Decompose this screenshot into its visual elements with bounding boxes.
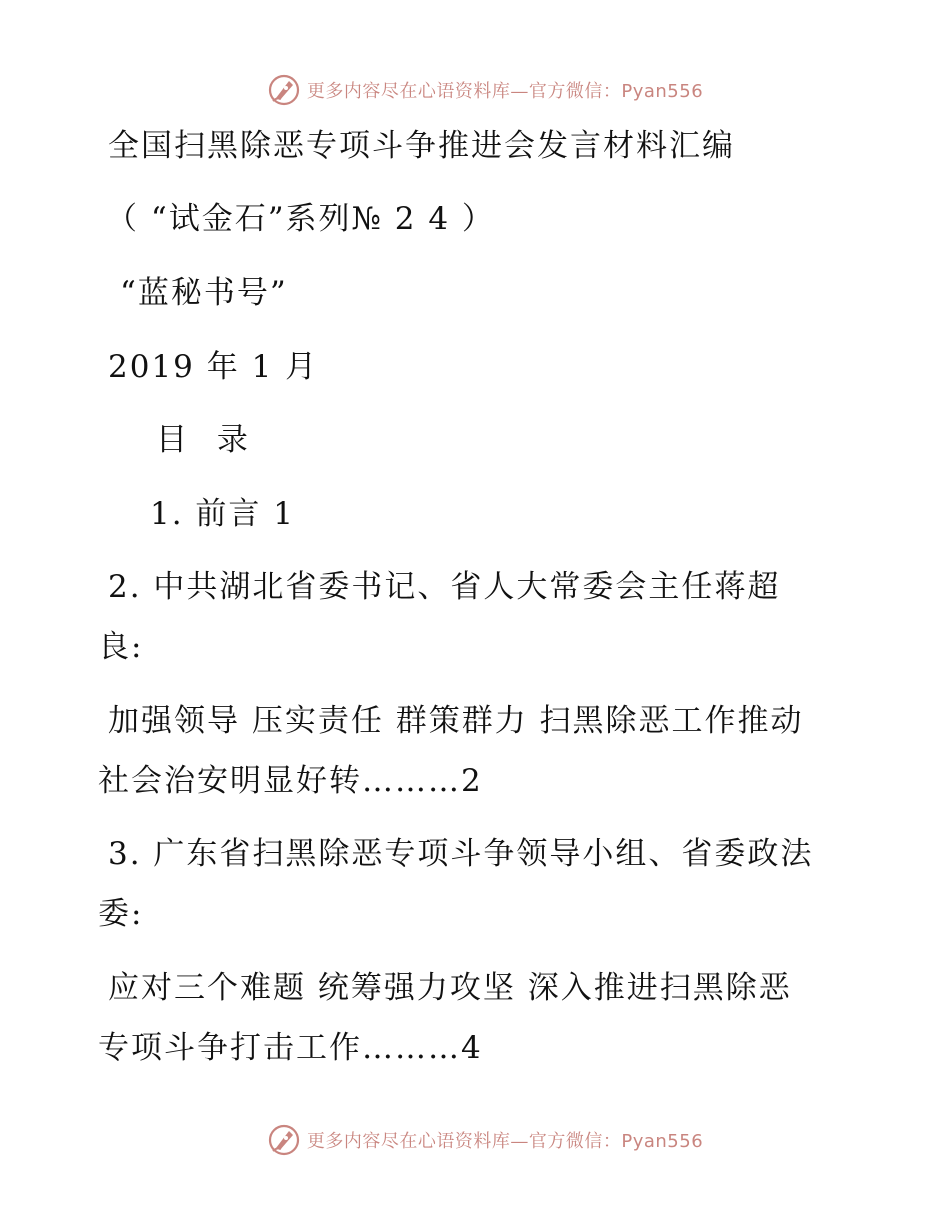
- pen-nib-logo-icon: [267, 1123, 301, 1157]
- document-date: 2019 年 1 月: [108, 349, 319, 385]
- publisher-label: “蓝秘书号”: [120, 275, 288, 311]
- toc-entry-4-line1: 3. 广东省扫黑除恶专项斗争领导小组、省委政法: [108, 836, 814, 872]
- watermark-text: 更多内容尽在心语资料库—官方微信：Pyan556: [306, 81, 704, 102]
- toc-entry-5-line2: 专项斗争打击工作………4: [98, 1030, 483, 1066]
- pen-nib-logo-icon: [267, 73, 301, 107]
- toc-entry-3-line1: 加强领导 压实责任 群策群力 扫黑除恶工作推动: [108, 703, 804, 739]
- watermark-header: [0, 70, 950, 110]
- watermark-footer: [0, 1120, 950, 1160]
- toc-entry-2-line2: 良:: [98, 629, 144, 665]
- toc-entry-1: 1. 前言 1: [150, 496, 296, 532]
- toc-heading: 目 录: [156, 422, 258, 458]
- toc-entry-3-line2: 社会治安明显好转………2: [98, 763, 483, 799]
- toc-entry-4-line2: 委:: [98, 896, 144, 932]
- toc-entry-5-line1: 应对三个难题 统筹强力攻坚 深入推进扫黑除恶: [108, 970, 792, 1006]
- toc-entry-2-line1: 2. 中共湖北省委书记、省人大常委会主任蒋超: [108, 569, 781, 605]
- watermark-text: 更多内容尽在心语资料库—官方微信：Pyan556: [306, 1131, 704, 1152]
- document-title: 全国扫黑除恶专项斗争推进会发言材料汇编: [108, 128, 735, 164]
- watermark-wechat-id: Pyan556: [621, 81, 704, 102]
- series-label: （ “试金石”系列№ 2 4 ）: [106, 201, 495, 237]
- watermark-inner: [267, 1123, 703, 1157]
- watermark-wechat-id: Pyan556: [621, 1131, 704, 1152]
- watermark-inner: [267, 73, 703, 107]
